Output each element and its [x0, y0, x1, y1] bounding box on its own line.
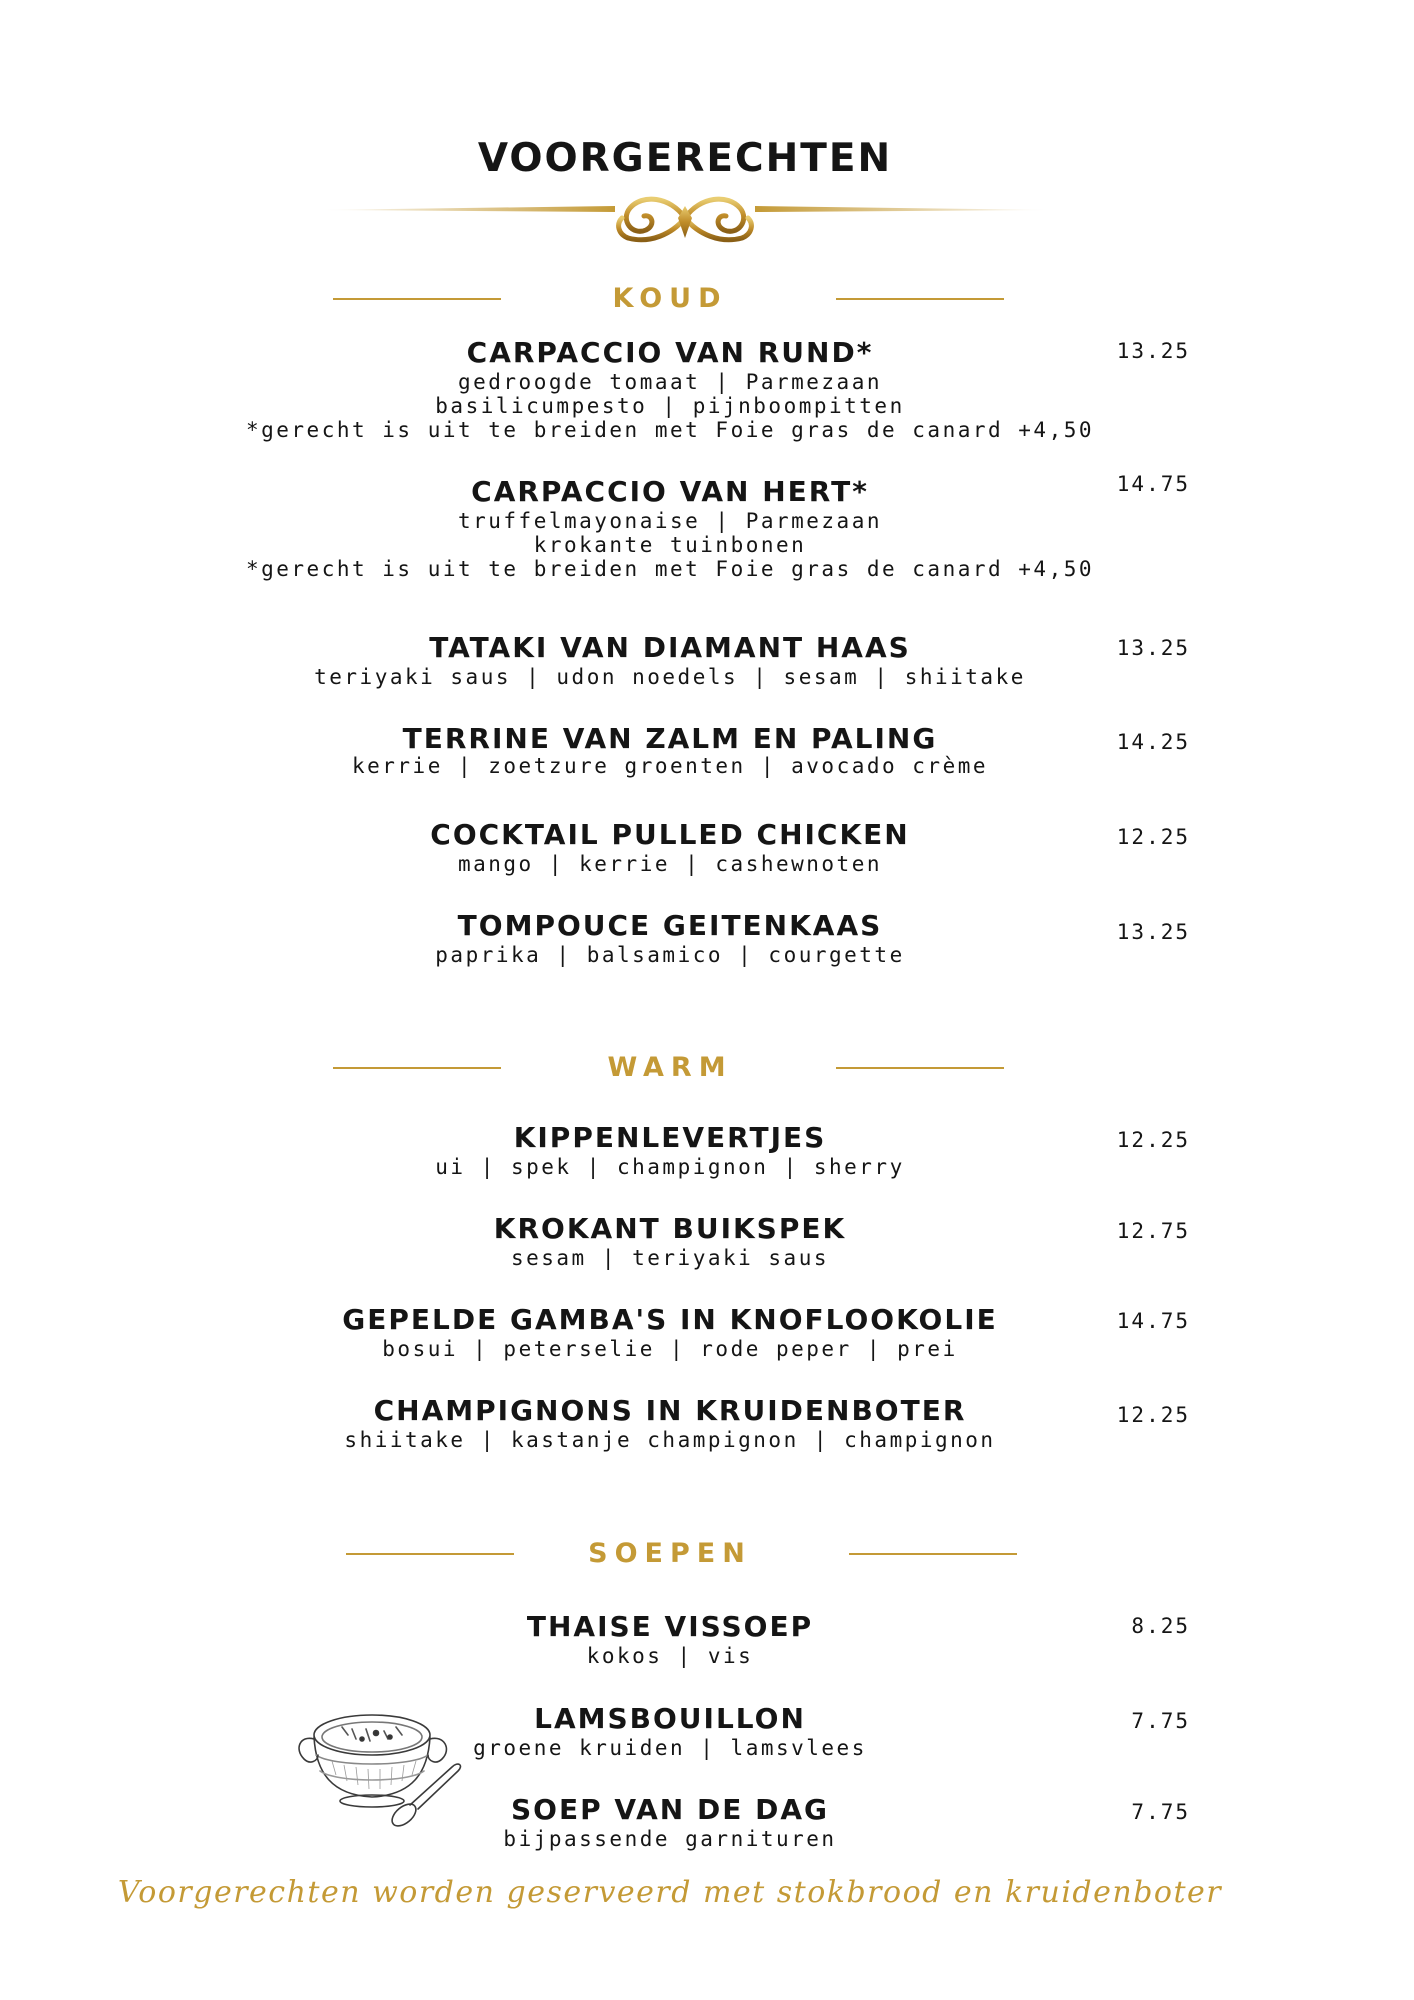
dish-description: mango | kerrie | cashewnoten — [457, 852, 882, 876]
dish-name: LAMSBOUILLON — [534, 1702, 806, 1735]
dish-price: 12.25 — [1116, 1128, 1190, 1152]
divider-line — [836, 298, 1004, 300]
dish-name: GEPELDE GAMBA'S IN KNOFLOOKOLIE — [342, 1303, 998, 1336]
section-header-koud — [0, 283, 1370, 313]
dish-name: CHAMPIGNONS IN KRUIDENBOTER — [373, 1394, 967, 1427]
dish-name: CARPACCIO VAN HERT* — [471, 475, 869, 508]
dish-description: basilicumpesto | pijnboompitten — [435, 394, 905, 418]
dish-price: 14.75 — [1116, 1309, 1190, 1333]
dish-name: CARPACCIO VAN RUND* — [466, 336, 874, 369]
soup-bowl-icon — [292, 1695, 472, 1845]
dish-description: krokante tuinbonen — [533, 533, 807, 557]
dish-price: 12.25 — [1116, 825, 1190, 849]
dish-description: groene kruiden | lamsvlees — [473, 1736, 867, 1760]
section-header-soepen — [0, 1538, 1370, 1568]
section-label: WARM — [607, 1052, 733, 1083]
dish-name: COCKTAIL PULLED CHICKEN — [430, 818, 910, 851]
dish-description: bosui | peterselie | rode peper | prei — [382, 1337, 958, 1361]
dish-description: shiitake | kastanje champignon | champignon — [344, 1428, 996, 1452]
dish-price: 12.25 — [1116, 1403, 1190, 1427]
dish-description: ui | spek | champignon | sherry — [435, 1155, 905, 1179]
dish-description: bijpassende garnituren — [503, 1827, 837, 1851]
dish-name: THAISE VISSOEP — [526, 1610, 814, 1643]
gold-scroll-divider-icon — [320, 188, 1050, 258]
dish-price: 13.25 — [1116, 920, 1190, 944]
dish-name: KROKANT BUIKSPEK — [493, 1212, 847, 1245]
divider-line — [849, 1553, 1017, 1555]
dish-description: paprika | balsamico | courgette — [435, 943, 905, 967]
footer-note: Voorgerechten worden geserveerd met stokbrood en kruidenboter — [117, 1875, 1223, 1910]
dish-description: sesam | teriyaki saus — [510, 1246, 829, 1270]
section-label: SOEPEN — [588, 1538, 752, 1569]
dish-price: 12.75 — [1116, 1219, 1190, 1243]
dish-price: 14.75 — [1116, 472, 1190, 496]
dish-price: 8.25 — [1131, 1614, 1190, 1638]
dish-price: 7.75 — [1131, 1800, 1190, 1824]
dish-price: 13.25 — [1116, 339, 1190, 363]
dish-description: kokos | vis — [586, 1644, 754, 1668]
dish-price: 14.25 — [1116, 730, 1190, 754]
dish-name: TOMPOUCE GEITENKAAS — [457, 909, 883, 942]
dish-description: truffelmayonaise | Parmezaan — [457, 509, 882, 533]
dish-name: TATAKI VAN DIAMANT HAAS — [429, 631, 911, 664]
dish-name: TERRINE VAN ZALM EN PALING — [402, 722, 938, 755]
dish-description: gedroogde tomaat | Parmezaan — [457, 370, 882, 394]
dish-price: 7.75 — [1131, 1709, 1190, 1733]
dish-description: teriyaki saus | udon noedels | sesam | shiitake — [314, 665, 1026, 689]
section-label: KOUD — [612, 283, 728, 314]
divider-line — [836, 1067, 1004, 1069]
dish-note: *gerecht is uit te breiden met Foie gras de canard +4,50 — [245, 557, 1094, 581]
section-header-warm — [0, 1052, 1370, 1082]
page-title: VOORGERECHTEN — [477, 136, 893, 181]
dish-description: kerrie | zoetzure groenten | avocado crème — [351, 754, 988, 778]
dish-name: KIPPENLEVERTJES — [513, 1121, 827, 1154]
dish-name: SOEP VAN DE DAG — [511, 1793, 829, 1826]
dish-price: 13.25 — [1116, 636, 1190, 660]
dish-note: *gerecht is uit te breiden met Foie gras de canard +4,50 — [245, 418, 1094, 442]
